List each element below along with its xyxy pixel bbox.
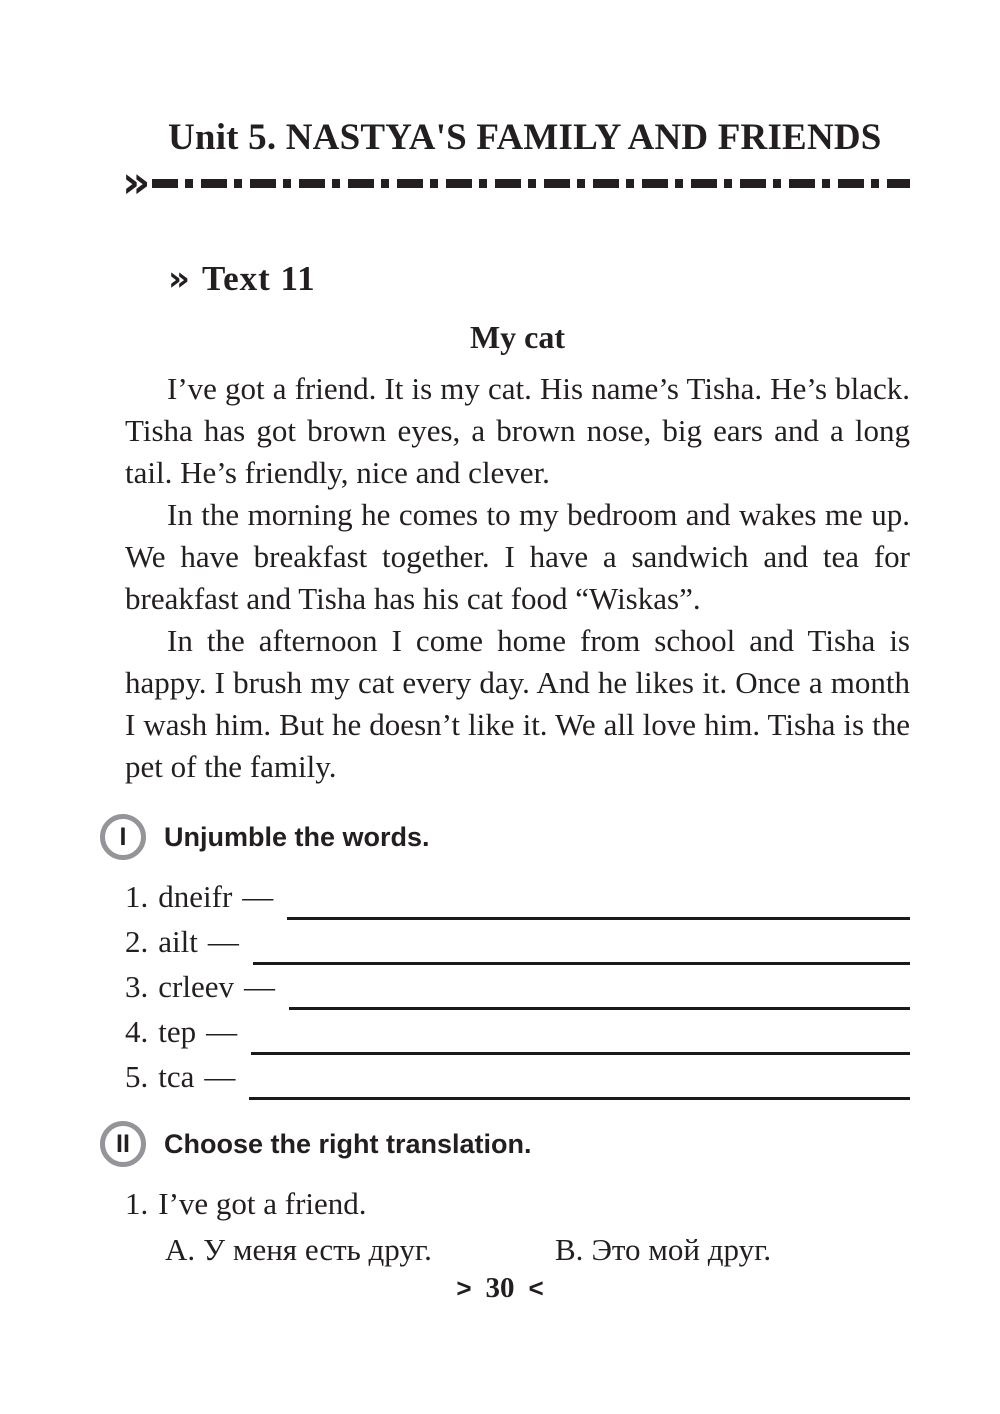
exercise-instruction: Unjumble the words. xyxy=(164,821,430,852)
item-number: 1. xyxy=(125,879,149,914)
jumbled-word: tep xyxy=(158,1014,197,1049)
exercise-number-badge xyxy=(100,814,146,860)
page-marker-left: > xyxy=(456,1273,472,1303)
em-dash: — xyxy=(243,969,275,1004)
unit-divider xyxy=(122,157,910,208)
answer-blank-line xyxy=(289,1007,910,1010)
page-number: 30 xyxy=(485,1272,515,1304)
exercise-2-heading xyxy=(100,1121,910,1167)
unjumble-item xyxy=(125,870,910,915)
answer-blank-line xyxy=(253,962,910,965)
exercise-instruction: Choose the right translation. xyxy=(164,1128,532,1159)
option-letter: A. xyxy=(165,1232,196,1267)
question-text: I’ve got a friend. xyxy=(158,1186,367,1221)
story-paragraph: I’ve got a friend. It is my cat. His name’s Tisha. He’s black. Tisha has got brown eyes, a brown nose, big ears and a long tail. He’s friendly, nice and clever. xyxy=(125,371,910,490)
unjumble-item xyxy=(125,1050,910,1095)
exercise-number-badge xyxy=(100,1121,146,1167)
answer-blank-line xyxy=(287,917,910,920)
unjumble-item xyxy=(125,960,910,1005)
story-paragraph: In the morning he comes to my bedroom and wakes me up. We have breakfast together. I have a sandwich and tea for breakfast and Tisha has his cat food “Wiskas”. xyxy=(125,497,910,616)
story-title: My cat xyxy=(469,319,566,355)
item-number: 5. xyxy=(125,1059,149,1094)
em-dash: — xyxy=(206,1014,238,1049)
unjumble-item xyxy=(125,915,910,960)
option-a xyxy=(165,1229,555,1271)
item-number: 3. xyxy=(125,969,149,1004)
translation-question xyxy=(125,1183,910,1225)
option-letter: B. xyxy=(555,1232,584,1267)
unjumble-item xyxy=(125,1005,910,1050)
double-chevron-icon: » xyxy=(168,259,190,299)
story-body xyxy=(125,368,910,788)
option-text: Это мой друг. xyxy=(591,1232,772,1267)
jumbled-word: ailt xyxy=(158,924,198,959)
option-text: У меня есть друг. xyxy=(203,1232,432,1267)
unit-title: Unit 5. NASTYA'S FAMILY AND FRIENDS xyxy=(168,117,882,158)
em-dash: — xyxy=(207,924,239,959)
jumbled-word: tca xyxy=(158,1059,195,1094)
exercise-1-heading xyxy=(100,814,910,860)
dash-dot-rule xyxy=(152,179,910,188)
option-b xyxy=(555,1229,771,1271)
story-paragraph: In the afternoon I come home from school and Tisha is happy. I brush my cat every day. And he likes it. Once a month I wash him. But he doesn’t like it. We all love him. Tisha is the pet of the family. xyxy=(125,623,910,784)
em-dash: — xyxy=(242,879,274,914)
page-marker-right: < xyxy=(528,1273,544,1303)
item-number: 2. xyxy=(125,924,149,959)
text-section-label xyxy=(168,259,910,299)
em-dash: — xyxy=(204,1059,236,1094)
translation-options xyxy=(165,1229,910,1271)
jumbled-word: dneifr xyxy=(158,879,233,914)
jumbled-word: crleev xyxy=(158,969,234,1004)
unjumble-list xyxy=(125,870,910,1095)
page-footer xyxy=(0,1272,1000,1305)
answer-blank-line xyxy=(249,1097,910,1100)
text-number-label: Text 11 xyxy=(201,259,316,298)
double-chevron-icon: » xyxy=(122,157,151,208)
question-number: 1. xyxy=(125,1186,149,1221)
exercise-roman-numeral: I xyxy=(119,822,127,851)
exercise-roman-numeral: II xyxy=(116,1129,130,1158)
answer-blank-line xyxy=(251,1052,910,1055)
item-number: 4. xyxy=(125,1014,149,1049)
